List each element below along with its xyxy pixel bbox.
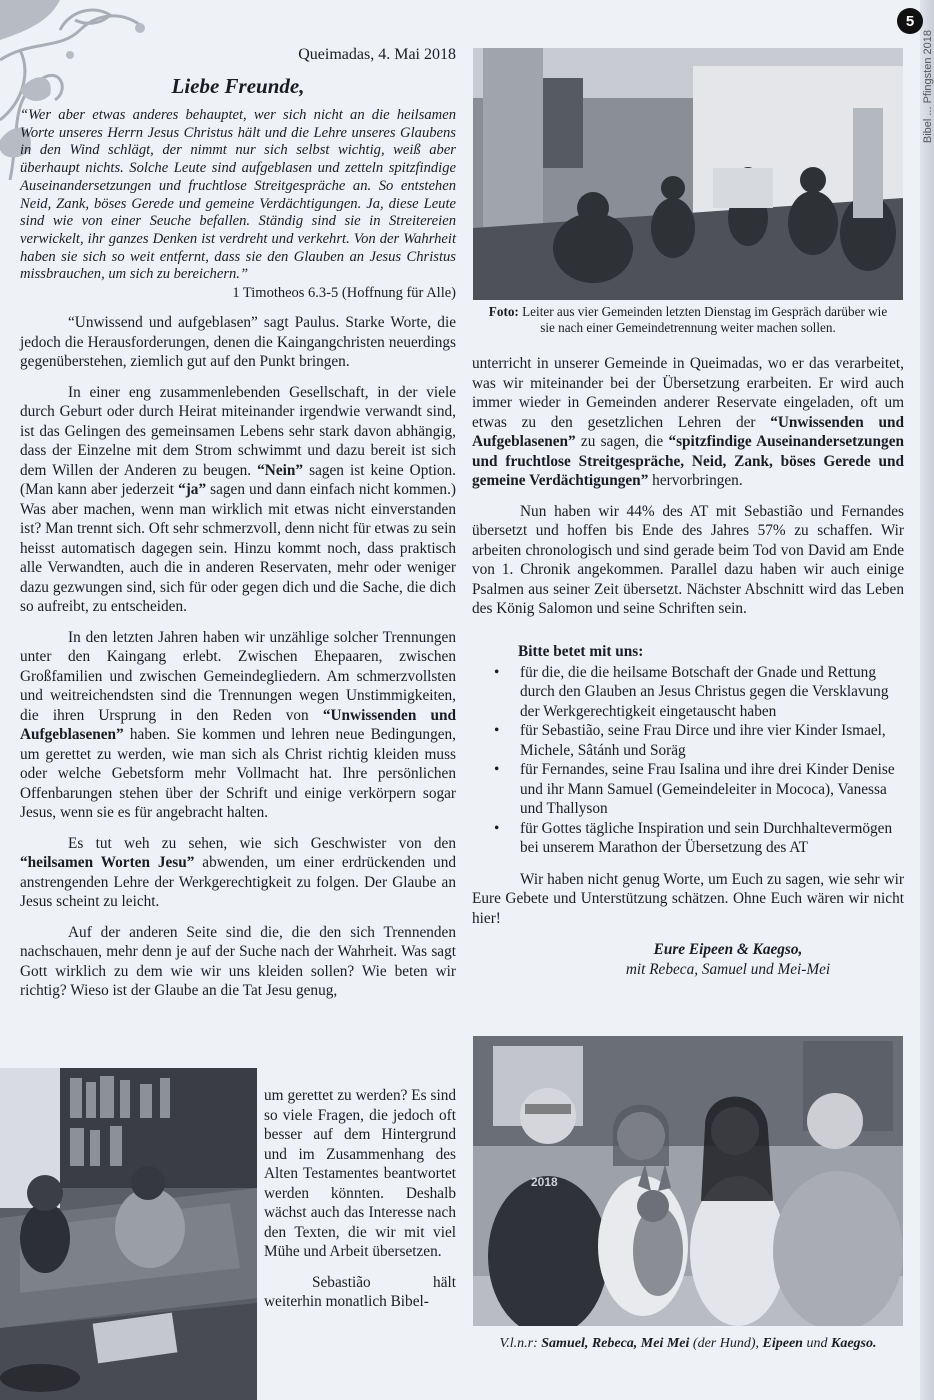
prayer-heading: Bitte betet mit uns: [518, 642, 644, 660]
paragraph-7: Nun haben wir 44% des AT mit Sebastião und Fernandes übersetzt und hoffen bis Ende des Jahres 57% zu schaffen. Wir arbeiten chronologisch und sind gerade beim Tod von David am Ende von 1. Chronik angekommen. Parallel dazu haben wir auch einige Psalmen aus seiner Zeit übersetzt. Nächster Abschnitt wird das Leben des König Salomon und seine Schriften sein. [472, 502, 904, 617]
prayer-item: • für Fernandes, seine Frau Isalina und ihre drei Kinder Denise und ihr Mann Samuel (Gemeindeleiter in Mococa), Vanessa und Thallyson [494, 761, 895, 817]
paragraph-1: “Unwissend und aufgeblasen” sagt Paulus. Starke Worte, die jedoch die Herausforderungen, denen die Kaingangchristen neuerdings gegenüberstehen, ziemlich gut auf den Punkt bringen. [20, 314, 456, 371]
paragraph-4: Es tut weh zu sehen, wie sich Geschwister von den “heilsamen Worten Jesu” abwenden, um einer erdrückenden und anstrengenden Lehre der Werkgerechtigkeit zu folgen. Der Glaube an Jesus scheint zu leicht. [20, 834, 456, 911]
wrap-text-column [264, 1086, 456, 1312]
bible-quote: “Wer aber etwas anderes behauptet, wer sich nicht an die heilsamen Worte unseres Herrn Jesus Christus hält und die Lehre unseres Glaubens in den Wind schlägt, der nimmt nur sich selbst wichtig, weiß aber überhaupt nichts. Solche Leute sind aufgeblasen und zetteln spitzfindige Auseinandersetzungen und fruchtlose Streitgespräche an. So entstehen Neid, Zank, böses Gerede und gemeine Verdächtigungen. Ja, diese Leute sind wie von einer Seuche befallen. Ständig sind sie in Streitereien verwickelt, ihr ganzes Denken ist verdreht und verkehrt. Von der Wahrheit haben sie sich so weit entfernt, dass sie den Glauben an Jesus Christus missbrauchen, um sich zu bereichern.” [20, 107, 456, 283]
paragraph-3: In den letzten Jahren haben wir unzählige solcher Trennungen unter den Kaingang erlebt. Zwischen Ehepaaren, zwischen Großfamilien und zwischen Gemeindegliedern. Am schmerzvollsten und weitreichendsten sind die Trennungen wegen Unstimmigkeiten, die ihren Ursprung in den Reden von “Unwissenden und Aufgeblasenen” haben. Sie kommen und lehren neue Bedingungen, um gerettet zu werden, wie man sich als Christ richtig kleiden muss oder welche Gebetsform mehr Vollmacht hat. Ihre persönlichen Offenbarungen stehen über der Schrift und einige verkörpern sogar Jesus, wenn sie es für angebracht halten. [20, 628, 456, 822]
signature-family-line: mit Rebeca, Samuel und Mei-Mei [625, 961, 831, 978]
paragraph-2: In einer eng zusammenlebenden Gesellschaft, in der viele durch Geburt oder durch Heirat miteinander irgendwie verwandt sind, ist das Gelingen des gemeinsamen Lebens sehr stark davon abhängig, dass der Einzelne mit dem Strom schwimmt und dazu bereit ist sich dem Willen der Anderen zu beugen. “Nein” sagen ist keine Option.(Man kann aber jederzeit “ja” sagen und dann einfach nicht kommen.) Was aber machen, wenn man wirklich mit etwas nicht einverstanden ist? Man trennt sich. Oft sehr schmerzvoll, denn nicht für etwas zu sein heisst automatisch dagegen sein. Hinzu kommt noch, dass praktisch alle Verwandten, auch die in anderen Reservaten, mehr oder weniger dazu gezwungen sind, sich für oder gegen dich und die Sache, die dich so aufreibt, zu entscheiden. [20, 383, 456, 616]
spine-label: Bibel ... Pfingsten 2018 [922, 30, 934, 144]
page-spine [920, 0, 934, 1400]
photo-family [473, 1036, 903, 1326]
paragraph-5: Auf der anderen Seite sind die, die den sich Trennenden nachschauen, mehr denn je auf der Suche nach der Wahrheit. Was sagt Gott wirklich zu dem wie wir uns kleiden sollen? Wie beten wir richtig? Wieso ist der Glaube an die Tat Jesu genug, [20, 923, 456, 1000]
shirt-text: 2018 [531, 1175, 558, 1189]
closing-paragraph: Wir haben nicht genug Worte, um Euch zu sagen, wie sehr wir Eure Gebete und Unterstützung schätzen. Ohne Euch wären wir nicht hier! [472, 870, 904, 927]
signature-line: Eure Eipeen & Kaegso, [653, 941, 803, 958]
salutation-heading: Liebe Freunde, [171, 74, 305, 98]
prayer-item: • für die, die die heilsame Botschaft der Gnade und Rettung durch den Glauben an Jesus Christus gegen die Versklavung der Werkgerechtigkeit eingetauscht haben [494, 663, 889, 720]
left-column [20, 46, 456, 1001]
prayer-item: • für Gottes tägliche Inspiration und sein Durchhaltevermögen bei unserem Marathon der Übersetzung des AT [494, 819, 893, 856]
paragraph-5-continued: um gerettet zu werden? Es sind so viele Fragen, die jedoch oft besser auf dem Hintergrund und im Zusammenhang des Alten Testamentes beantwortet werden könnten. Deshalb wächst auch das Interesse nach den Texten, die wir mit viel Mühe und Arbeit übersetzen. [264, 1087, 456, 1260]
dateline: Queimadas, 4. Mai 2018 [298, 46, 456, 63]
quote-source: 1 Timotheos 6.3-5 (Hoffnung für Alle) [232, 285, 456, 302]
photo-leaders-caption: Foto: Leiter aus vier Gemeinden letzten Dienstag im Gespräch darüber wie sie nach einer Gemeindetrennung weiter machen sollen. [488, 304, 888, 335]
page-number-badge: 5 [897, 8, 923, 34]
photo-leaders-meeting [473, 48, 903, 300]
prayer-item: • für Sebastião, seine Frau Dirce und ihre vier Kinder Ismael, Michele, Sâtánh und Soräg [494, 722, 886, 759]
photo-sofa-meeting [0, 1068, 257, 1400]
paragraph-6-continued: unterricht in unserer Gemeinde in Queimadas, wo er das verarbeitet, was wir miteinander bei der Übersetzung erarbeiten. Er wird auch immer wieder in Gemeinden anderer Reservate eingeladen, oft um etwas zu den gesetzlichen Lehren der “Unwissenden und Aufgeblasenen” zu sagen, die “spitzfindige Auseinandersetzungen und fruchtlose Streitgespräche, Neid, Zank, böses Gerede und gemeine Verdächtigungen” hervorbringen. [472, 355, 905, 489]
paragraph-6-start: Sebastião hält weiterhin monatlich Bibel- [264, 1273, 456, 1310]
photo-family-caption: V.l.n.r: Samuel, Rebeca, Mei Mei (der Hund), Eipeen und Kaegso. [499, 1336, 877, 1351]
prayer-list [472, 663, 904, 858]
photo-family-image [473, 1036, 903, 1326]
photo-leaders-image [473, 48, 903, 300]
photo-sofa-image [0, 1068, 257, 1400]
right-column [472, 354, 904, 980]
